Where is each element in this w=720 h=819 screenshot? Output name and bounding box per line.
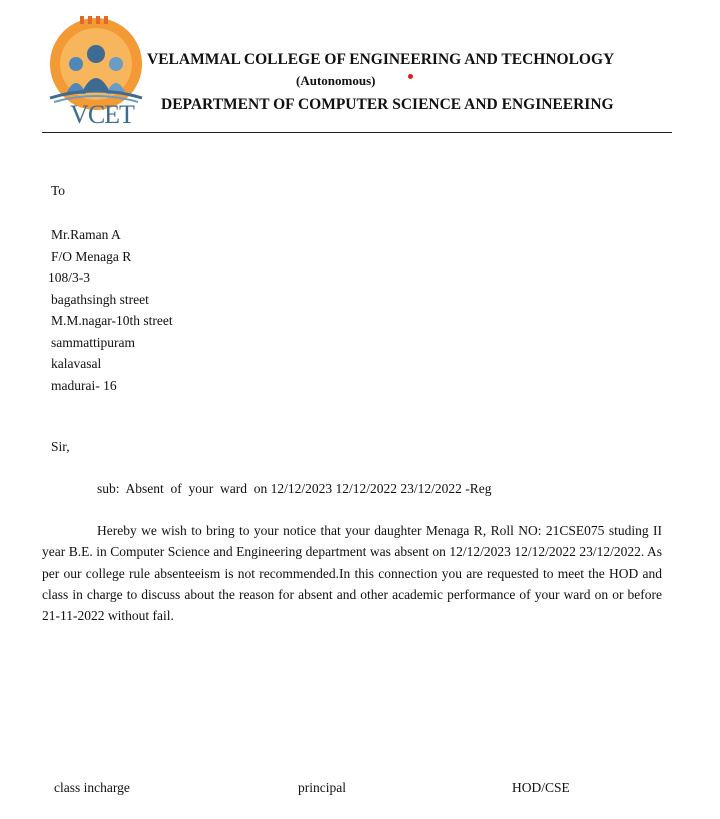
signature-class-incharge: class incharge <box>54 780 130 795</box>
address-line: madurai- 16 <box>51 377 117 393</box>
letter-body: Hereby we wish to bring to your notice that your daughter Menaga R, Roll NO: 21CSE075 studing II year B.E. in Computer Science and Engineering department was absent on 12/12/2023 12/12/2022 23/12/2022. As per our college rule absenteeism is not recommended.In this connection you are requested to meet the HOD and class in charge to discuss about the reason for absent and other academic performance of your ward on or before 21-11-2022 without fail. <box>42 523 662 624</box>
autonomous-label: (Autonomous) <box>296 73 376 88</box>
address-line: Mr.Raman A <box>51 227 121 242</box>
college-name: VELAMMAL COLLEGE OF ENGINEERING AND TECHNOLOGY <box>147 51 615 68</box>
address-line: sammattipuram <box>51 334 135 350</box>
college-logo <box>40 14 152 130</box>
red-dot-icon <box>408 74 413 79</box>
address-line: 108/3-3 <box>48 270 90 285</box>
signature-principal: principal <box>298 780 346 795</box>
address-line: M.M.nagar-10th street <box>51 313 173 328</box>
department-name: DEPARTMENT OF COMPUTER SCIENCE AND ENGINEERING <box>161 96 614 113</box>
header-divider <box>42 132 672 133</box>
recipient-address <box>48 224 173 396</box>
signature-hod: HOD/CSE <box>512 780 570 795</box>
address-line: F/O Menaga R <box>51 248 132 264</box>
to-label: To <box>51 183 66 198</box>
address-line: bagathsingh street <box>51 291 149 307</box>
address-line: kalavasal <box>51 356 102 371</box>
subject-line: sub: Absent of your ward on 12/12/2023 12/12/2022 23/12/2022 -Reg <box>97 481 492 496</box>
salutation: Sir, <box>51 439 70 454</box>
logo-text: VCET <box>70 100 134 129</box>
